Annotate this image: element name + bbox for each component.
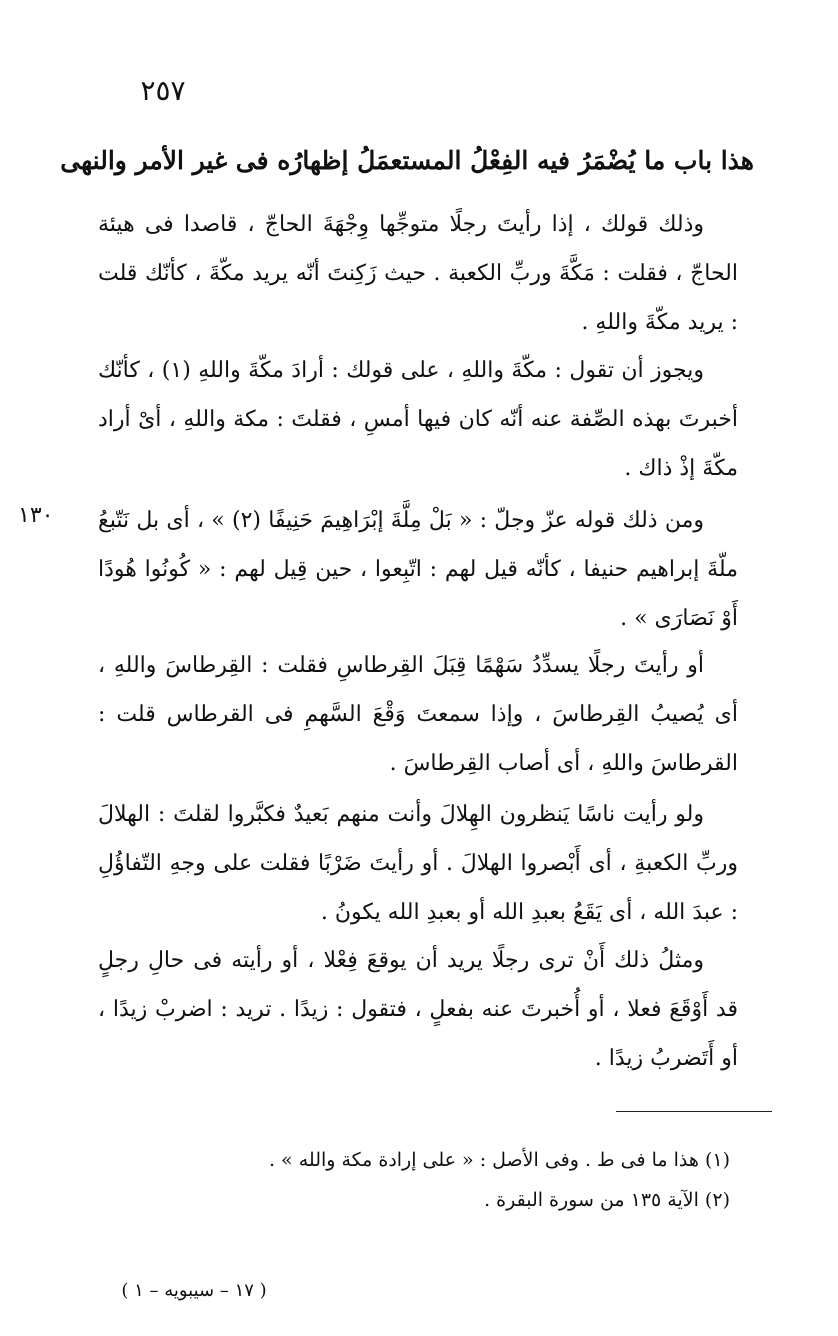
paragraph-1 xyxy=(98,200,738,347)
paragraph-3 xyxy=(98,496,738,643)
paragraph-text: ويجوز أن تقول : مكّةَ واللهِ ، على قولك : أرادَ مكّةَ واللهِ (١) ، كأنّك أخبرتَ بهذه الصِّفة عنه أنّه كان فيها أمسِ ، فقلتَ : مكة واللهِ ، أىْ أراد مكّةَ إذْ ذاك . xyxy=(98,358,738,481)
paragraph-text: ومثلُ ذلك أَنْ ترى رجلًا يريد أن يوقعَ فِعْلا ، أو رأيته فى حالِ رجلٍ قد أَوْقَعَ فعلا ، أو أُخبرتَ عنه بفعلٍ ، فتقول : زيدًا . تريد : اضربْ زيدًا ، أو أَتَضربُ زيدًا . xyxy=(98,948,738,1071)
footnotes xyxy=(160,1140,730,1220)
paragraph-text: ولو رأيت ناسًا يَنظرون الهِلالَ وأنت منهم بَعيدٌ فكبَّروا لقلتَ : الهلالَ وربِّ الكعبةِ ، أى أَبْصروا الهلالَ . أو رأيتَ ضَرْبًا فقلت على وجهِ التّفاؤُلِ : عبدَ الله ، أى يَقَعُ بعبدِ الله أو بعبدِ الله يكونُ . xyxy=(98,802,738,925)
footnote-1: (١) هذا ما فى ط . وفى الأصل : « على إرادة مكة والله » . xyxy=(268,1149,730,1171)
page-number: ٢٥٧ xyxy=(140,74,186,107)
footnote-divider xyxy=(616,1111,772,1112)
paragraph-2 xyxy=(98,346,738,493)
paragraph-text: أو رأيتَ رجلًا يسدِّدُ سَهْمًا قِبَلَ القِرطاسِ فقلت : القِرطاسَ واللهِ ، أى يُصيبُ القِرطاسَ ، وإذا سمعتَ وَقْعَ السَّهمِ فى القرطاس قلت : القرطاسَ واللهِ ، أى أصاب القِرطاسَ . xyxy=(98,653,738,776)
paragraph-text: وذلك قولك ، إذا رأيتَ رجلًا متوجِّها وِجْهَةَ الحاجّ ، قاصدا فى هيئة الحاجّ ، فقلت : مَكَّةَ وربِّ الكعبة . حيث زَكِنتَ أنّه يريد مكّةَ ، كأنّك قلت : يريد مكّةَ واللهِ . xyxy=(98,212,738,335)
paragraph-4 xyxy=(98,641,738,788)
paragraph-text: ومن ذلك قوله عزّ وجلّ : « بَلْ مِلَّةَ إبْرَاهِيمَ حَنِيفًا (٢) » ، أى بل نَتّبعُ ملّةَ إبراهيم حنيفا ، كأنّه قيل لهم : اتّبِعوا ، حين قِيل لهم : « كُونُوا هُودًا أَوْ نَصَارَى » . xyxy=(98,508,738,631)
footnote-2: (٢) الآية ١٣٥ من سورة البقرة . xyxy=(484,1189,730,1211)
paragraph-6 xyxy=(98,936,738,1083)
margin-line-number: ١٣٠ xyxy=(18,503,54,528)
paragraph-5 xyxy=(98,790,738,937)
signature-mark: ( ١٧ – سيبويه – ١ ) xyxy=(121,1280,267,1301)
chapter-title: هذا باب ما يُضْمَرُ فيه الفِعْلُ المستعمَلُ إظهارُه فى غير الأمر والنهى xyxy=(60,146,754,175)
